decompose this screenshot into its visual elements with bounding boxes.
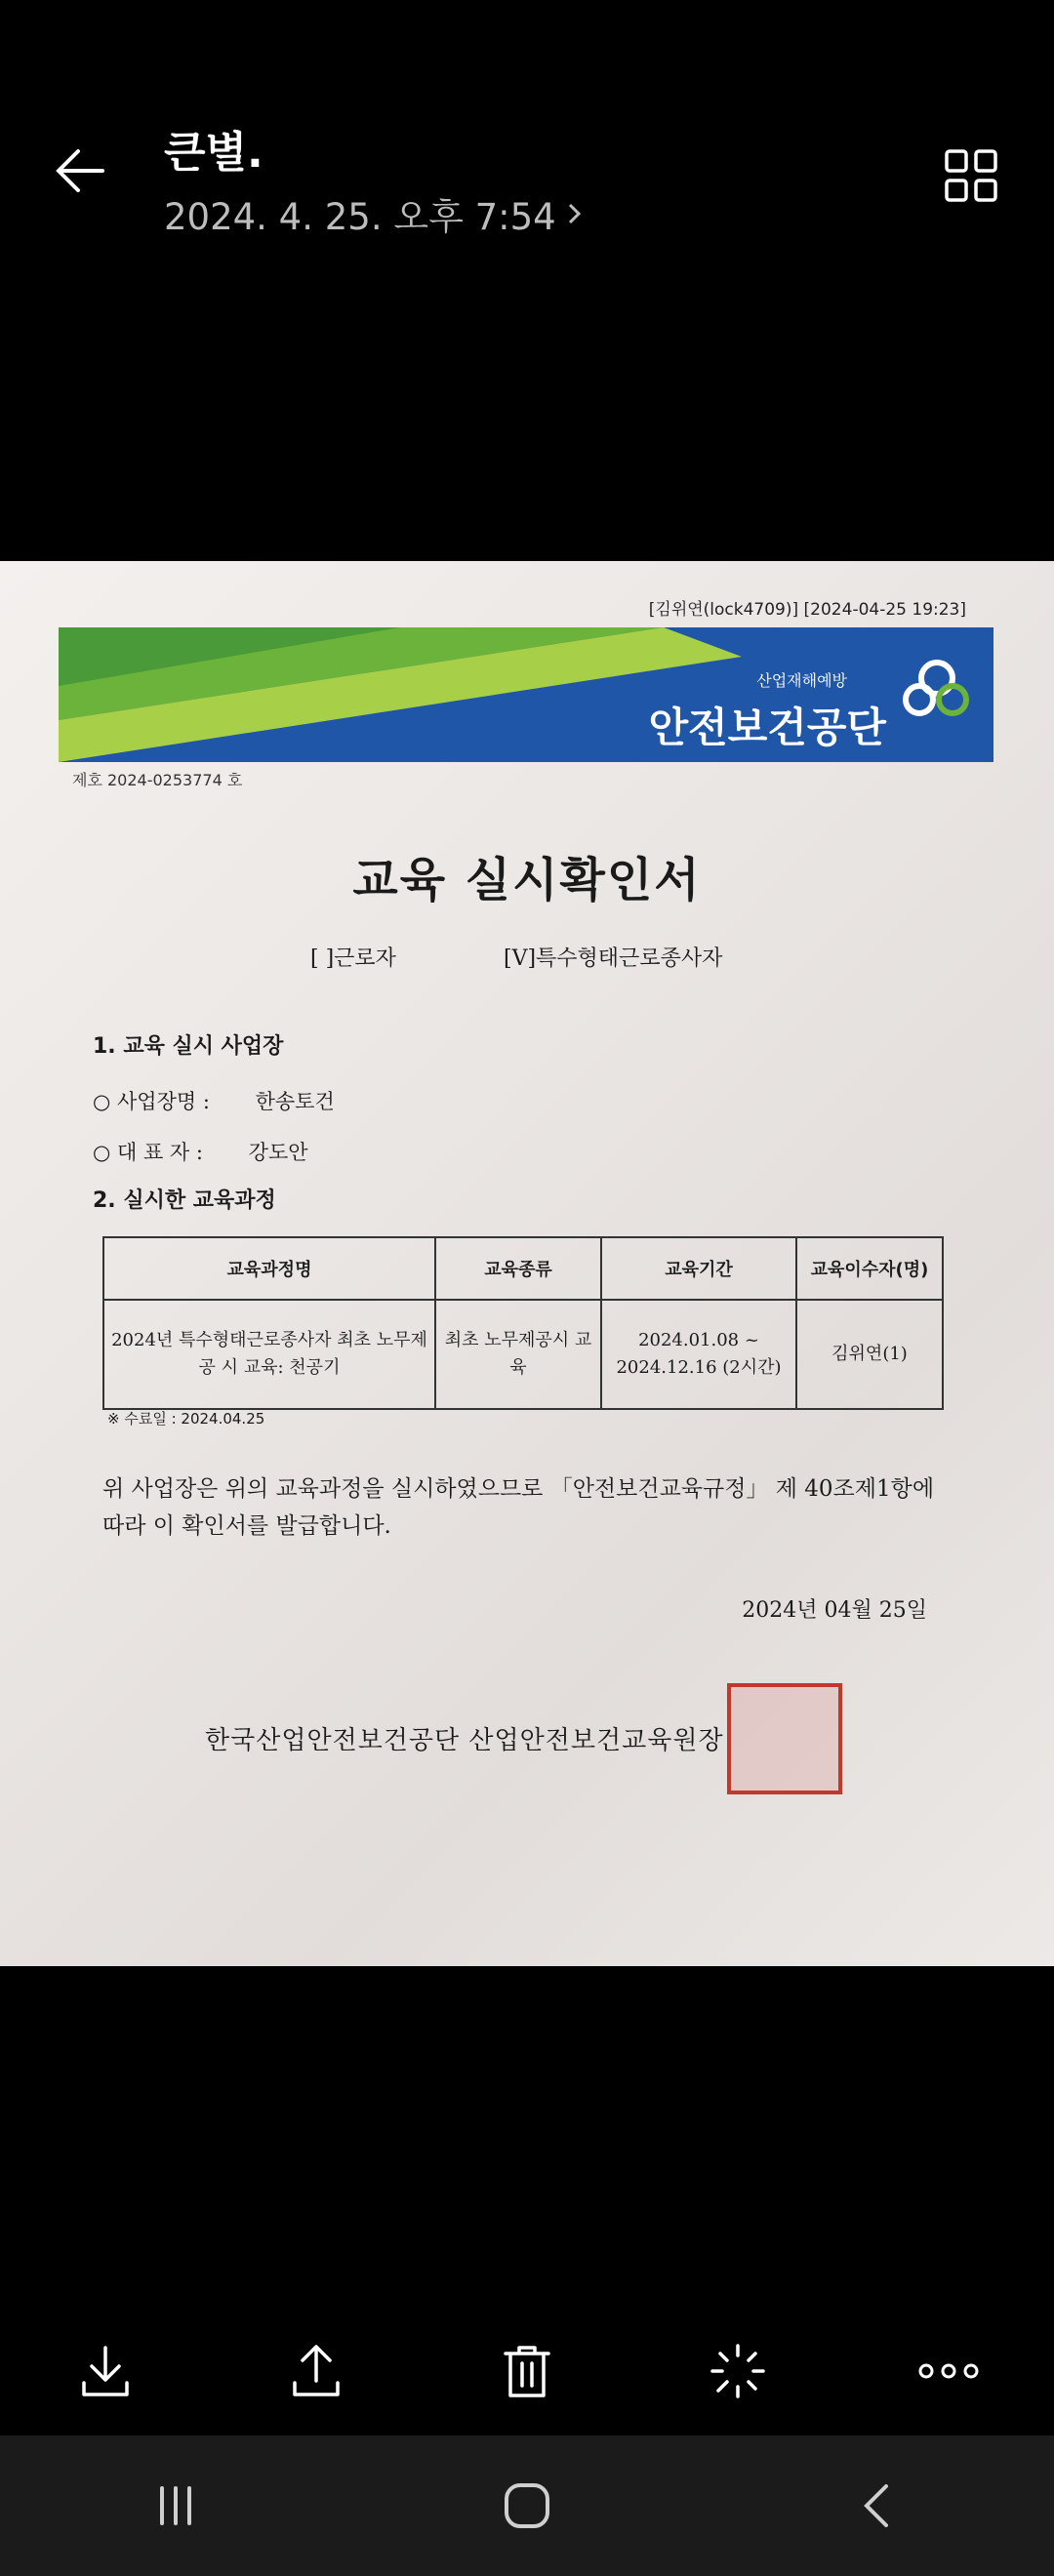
- table-cell: 2024.01.08 ~ 2024.12.16 (2시간): [601, 1300, 796, 1409]
- table-header: 교육이수자(명): [796, 1237, 943, 1300]
- home-icon: [498, 2476, 556, 2535]
- completion-date-note: ※ 수료일 : 2024.04.25: [107, 1410, 265, 1428]
- arrow-left-icon: [49, 137, 117, 205]
- timestamp: 2024. 4. 25. 오후 7:54: [164, 196, 556, 238]
- grid-view-icon: [937, 141, 1005, 210]
- org-logo-icon: [898, 657, 976, 735]
- issue-date: 2024년 04월 25일: [742, 1598, 927, 1623]
- more-button[interactable]: [910, 2332, 988, 2410]
- representative-label: ○ 대 표 자 :: [93, 1141, 203, 1164]
- timestamp-link[interactable]: [164, 187, 586, 240]
- section-heading-1: 1. 교육 실시 사업장: [93, 1034, 284, 1059]
- table-header-row: [103, 1237, 943, 1300]
- chevron-right-icon: [564, 199, 586, 228]
- system-navigation-bar: [0, 2435, 1054, 2576]
- more-icon: [914, 2340, 983, 2402]
- home-button[interactable]: [478, 2457, 576, 2555]
- official-seal: [727, 1683, 842, 1794]
- company-row: [93, 1086, 335, 1115]
- system-back-button[interactable]: [830, 2457, 927, 2555]
- table-header: 교육과정명: [103, 1237, 435, 1300]
- table-cell: 최초 노무제공시 교육: [435, 1300, 601, 1409]
- check-worker: [ ]근로자: [310, 946, 396, 971]
- education-table: [102, 1236, 944, 1410]
- action-bar: [0, 2313, 1054, 2430]
- table-header: 교육종류: [435, 1237, 601, 1300]
- company-value: 한송토건: [255, 1090, 335, 1113]
- table-header: 교육기간: [601, 1237, 796, 1300]
- certificate-document: [59, 561, 995, 1947]
- company-label: ○ 사업장명 :: [93, 1090, 210, 1113]
- grid-view-button[interactable]: [937, 141, 1005, 210]
- table-cell: 2024년 특수형태근로종사자 최초 노무제공 시 교육: 천공기: [103, 1300, 435, 1409]
- recents-button[interactable]: [127, 2457, 224, 2555]
- recents-icon: [146, 2476, 205, 2535]
- representative-value: 강도안: [248, 1141, 308, 1164]
- download-button[interactable]: [66, 2332, 144, 2410]
- back-button[interactable]: [49, 137, 117, 205]
- table-cell: 김위연(1): [796, 1300, 943, 1409]
- top-bar: [0, 0, 1054, 546]
- table-row: [103, 1300, 943, 1409]
- sparkle-icon: [707, 2340, 769, 2402]
- download-icon: [74, 2340, 137, 2402]
- document-title: 교육 실시확인서: [352, 853, 702, 907]
- certification-paragraph: 위 사업장은 위의 교육과정을 실시하였으므로 「안전보건교육규정」 제 40조제1항에 따라 이 확인서를 발급합니다.: [102, 1476, 935, 1539]
- issuer-name: 한국산업안전보건공단 산업안전보건교육원장: [205, 1726, 724, 1755]
- document-number: 제호 2024-0253774 호: [72, 771, 243, 789]
- delete-button[interactable]: [488, 2332, 566, 2410]
- enhance-button[interactable]: [699, 2332, 777, 2410]
- org-banner: [59, 627, 993, 762]
- share-button[interactable]: [277, 2332, 355, 2410]
- photo-viewer[interactable]: [0, 561, 1054, 1966]
- chevron-left-icon: [849, 2476, 908, 2535]
- org-name: 안전보건공단: [648, 704, 886, 751]
- trash-icon: [496, 2340, 558, 2402]
- share-icon: [285, 2340, 347, 2402]
- org-subtitle: 산업재해예방: [756, 671, 847, 690]
- issuance-stamp-line: [김위연(lock4709)] [2024-04-25 19:23]: [648, 600, 966, 620]
- conversation-title: 큰별.: [164, 128, 264, 178]
- representative-row: [93, 1137, 308, 1166]
- section-heading-2: 2. 실시한 교육과정: [93, 1188, 276, 1213]
- check-special-worker: [V]특수형태근로종사자: [504, 946, 723, 971]
